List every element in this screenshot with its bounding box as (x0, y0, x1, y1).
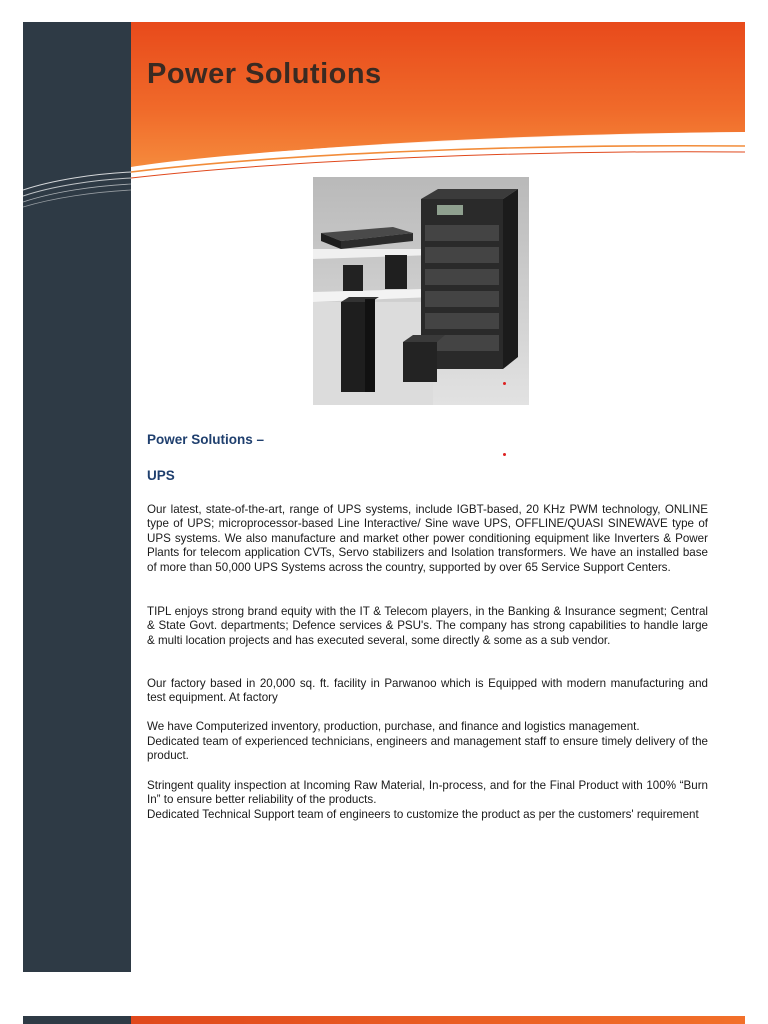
footer-band-orange (131, 1016, 745, 1024)
decorative-dot (503, 382, 506, 385)
subsection-title: UPS (147, 468, 175, 483)
sidebar-swoosh-lines (23, 160, 131, 220)
paragraph-support: Dedicated Technical Support team of engineers to customize the product as per the customers' requirement (147, 808, 699, 821)
paragraph-ups-range: Our latest, state-of-the-art, range of UPS systems, include IGBT-based, 20 KHz PWM technology, ONLINE type of UPS; microprocessor-based Line Interactive/ Sine wave UPS, OFFLINE/QUASI SINEWAVE type of UPS systems. We also manufacture and market other power conditioning equipment like Inverters & Power Plants for telecom application CVTs, Servo stabilizers and Isolation transformers. We have an installed base of more than 50,000 UPS Systems across the country, supported by over 65 Service Support Centers. (147, 503, 708, 574)
header-band (131, 22, 745, 182)
page-title: Power Solutions (147, 58, 382, 90)
paragraph-brand-equity: TIPL enjoys strong brand equity with the IT & Telecom players, in the Banking & Insurance segment; Central & State Govt. departments; Defence services & PSU's. The company has strong capabilities to handle large & multi location projects and has executed several, some directly & some as a sub vendor. (147, 605, 708, 647)
footer-band-dark (23, 1016, 131, 1024)
ups-product-photo (313, 177, 529, 405)
paragraph-computerized: We have Computerized inventory, production, purchase, and finance and logistics management. (147, 720, 640, 733)
decorative-dot (503, 453, 506, 456)
header-swoosh-graphic (131, 22, 745, 182)
paragraph-factory: Our factory based in 20,000 sq. ft. facility in Parwanoo which is Equipped with modern manufacturing and test equipment. At factory (147, 677, 708, 705)
paragraph-quality: Stringent quality inspection at Incoming Raw Material, In-process, and for the Final Product with 100% “Burn In” to ensure better reliability of the products. (147, 779, 708, 807)
section-title: Power Solutions – (147, 432, 265, 447)
paragraph-dedicated-team: Dedicated team of experienced technicians, engineers and management staff to ensure timely delivery of the product. (147, 735, 708, 763)
